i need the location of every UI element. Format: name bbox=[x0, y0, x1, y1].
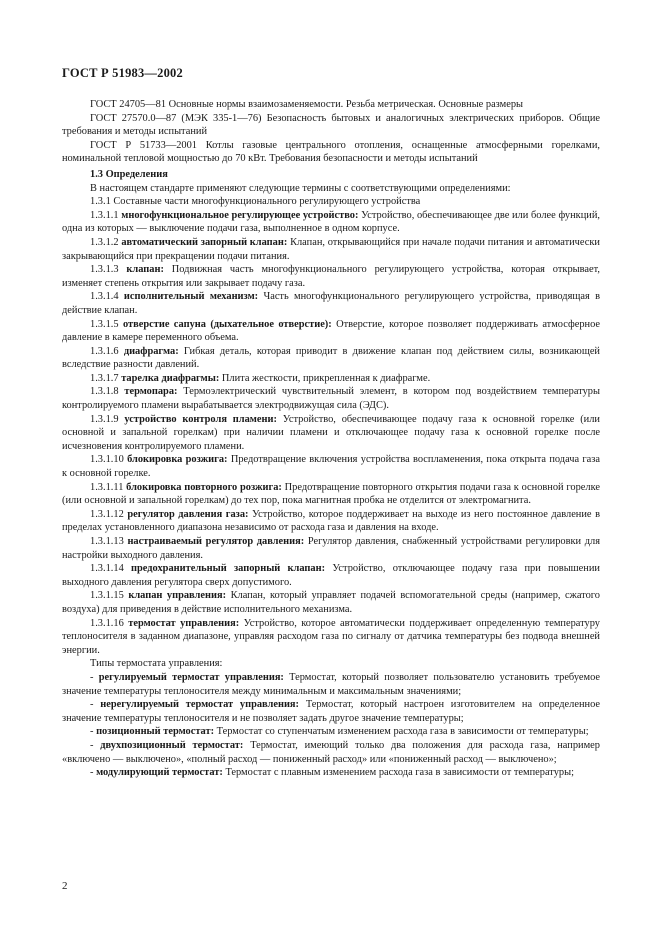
type-item: - двухпозиционный термостат: Термостат, имеющий только два положения для расхода газа, например «включено — выключено», «полный расход — пониженный расход» или «пониженный расход — выключено»; bbox=[62, 739, 600, 765]
term-definition: Предотвращение включения устройства воспламенения, пока открыта подача газа к основной горелке. bbox=[62, 454, 600, 480]
term-definition: Предотвращение повторного открытия подачи газа к основной горелке (или основной и запальной горелкам) до тех пор, пока магнитная пробка не отделится от электромагнита. bbox=[62, 481, 600, 507]
reference-item: ГОСТ Р 51733—2001 Котлы газовые центрального отопления, оснащенные атмосферными горелками, номинальной тепловой мощностью до 70 кВт. Требования безопасности и методы испытаний bbox=[62, 139, 600, 165]
term-number: 1.3.1.8 bbox=[90, 386, 119, 398]
term-name: тарелка диафрагмы: bbox=[121, 372, 220, 384]
term-definition: Устройство, обеспечивающее две или более функций, одна из которых — выключение подачи газа, выполненное в одном корпусе. bbox=[62, 209, 600, 235]
term-definition: Часть многофункционального регулирующего устройства, приводящая в действие клапан. bbox=[62, 291, 600, 316]
definition-item bbox=[62, 481, 600, 508]
type-item: - позиционный термостат: Термостат со ступенчатым изменением расхода газа в зависимости от температуры; bbox=[90, 726, 589, 738]
term-definition: Плита жесткости, прикрепленная к диафрагме. bbox=[221, 372, 431, 384]
type-definition: Термостат, который настроен изготовителем на определенное значение температуры теплоносителя и не позволяет задать другое значение температуры; bbox=[62, 699, 601, 724]
term-number: 1.3.1.10 bbox=[90, 454, 124, 466]
type-term: двухпозиционный термостат: bbox=[100, 739, 244, 751]
type-term: позиционный термостат: bbox=[96, 726, 215, 738]
page-number: 2 bbox=[62, 880, 68, 892]
term-name: исполнительный механизм: bbox=[123, 291, 259, 303]
term-name: клапан управления: bbox=[128, 590, 227, 602]
definition-item bbox=[62, 345, 600, 372]
type-term: модулирующий термостат: bbox=[96, 767, 223, 779]
type-item: - нерегулируемый термостат управления: Термостат, который настроен изготовителем на определенное значение температуры теплоносителя и не позволяет задать другое значение температуры; bbox=[62, 699, 601, 724]
term-number: 1.3.1.4 bbox=[90, 291, 119, 303]
term-name: отверстие сапуна (дыхательное отверстие): bbox=[122, 318, 332, 330]
term-definition: Устройство, которое поддерживает на выходе из него постоянное давление в пределах установленного диапазона независимо от расхода газа и давления на входе. bbox=[62, 508, 600, 534]
term-name: многофункциональное регулирующее устройство: bbox=[121, 209, 359, 221]
term-definition: Отверстие, которое позволяет поддерживать атмосферное давление в камере переменного объема. bbox=[62, 318, 601, 344]
term-definition: Подвижная часть многофункционального регулирующего устройства, которая открывает, изменяет степень открытия или закрывает подачу газа. bbox=[62, 264, 600, 289]
term-definition: Гибкая деталь, которая приводит в движение клапан под действием силы, возникающей вследствие разности давлений. bbox=[62, 345, 600, 371]
type-definition: Термостат, имеющий только два положения для расхода газа, например «включено — выключено», «полный расход — пониженный расход» или «пониженный расход — выключено»; bbox=[62, 739, 600, 765]
types-intro: Типы термостата управления: bbox=[90, 658, 223, 670]
type-definition: Термостат, который позволяет пользователю установить требуемое значение температуры теплоносителя между минимальным и максимальным значениями; bbox=[62, 671, 600, 697]
term-name: блокировка розжига: bbox=[127, 454, 228, 466]
term-number: 1.3.1.16 bbox=[90, 617, 124, 629]
term-number: 1.3.1.5 bbox=[90, 318, 119, 330]
definition-item bbox=[62, 209, 600, 236]
definition-item bbox=[62, 263, 600, 290]
term-name: блокировка повторного розжига: bbox=[126, 481, 282, 493]
term-name: термостат управления: bbox=[128, 617, 240, 629]
reference-item: ГОСТ 24705—81 Основные нормы взаимозаменяемости. Резьба метрическая. Основные размеры bbox=[90, 99, 524, 110]
definition-item bbox=[62, 453, 600, 480]
term-name: автоматический запорный клапан: bbox=[121, 236, 288, 248]
term-number: 1.3.1.11 bbox=[90, 481, 124, 493]
reference-item: ГОСТ 27570.0—87 (МЭК 335-1—76) Безопасность бытовых и аналогичных электрических приборов. Общие требования и методы испытаний bbox=[62, 112, 600, 138]
term-definition: Устройство, обеспечивающее подачу газа к основной горелке (или основной и запальной горелкам) при наличии пламени и отключающее подачу газа к основной горелке после исчезновения контролируемого пламени. bbox=[62, 413, 600, 452]
page-header: ГОСТ Р 51983—2002 bbox=[62, 66, 183, 80]
term-definition: Устройство, отключающее подачу газа при повышении выходного давления регулятора сверх допустимого. bbox=[62, 563, 600, 588]
type-definition: Термостат со ступенчатым изменением расхода газа в зависимости от температуры; bbox=[216, 726, 589, 738]
type-term: регулируемый термостат управления: bbox=[98, 671, 284, 683]
term-definition: Клапан, который управляет подачей вспомогательной среды (например, сжатого воздуха) для приведения в действие исполнительного механизма. bbox=[62, 590, 600, 615]
definition-item bbox=[62, 290, 600, 317]
type-item: - модулирующий термостат: Термостат с плавным изменением расхода газа в зависимости от температуры; bbox=[90, 767, 574, 779]
term-name: предохранительный запорный клапан: bbox=[131, 563, 326, 575]
definition-item bbox=[62, 385, 600, 412]
term-number: 1.3.1.3 bbox=[90, 264, 119, 276]
term-definition: Клапан, открывающийся при начале подачи питания и автоматически закрывающийся при прекращении подачи питания. bbox=[62, 236, 600, 262]
term-number: 1.3.1.1 bbox=[90, 209, 119, 221]
term-definition: Термоэлектрический чувствительный элемент, в котором под воздействием температуры контролируемого пламени вырабатывается электродвижущая сила (ЭДС). bbox=[62, 386, 600, 412]
definition-item bbox=[62, 617, 600, 658]
term-number: 1.3.1.15 bbox=[90, 590, 124, 602]
definition-item bbox=[62, 589, 600, 616]
definition-item bbox=[62, 508, 600, 535]
page-content bbox=[62, 98, 600, 780]
definition-item bbox=[62, 236, 600, 263]
term-number: 1.3.1.2 bbox=[90, 236, 119, 248]
definition-item bbox=[62, 535, 600, 562]
term-name: регулятор давления газа: bbox=[127, 508, 249, 520]
term-definition: Регулятор давления, снабженный устройствами регулировки для настройки выходного давления. bbox=[62, 536, 600, 561]
term-name: клапан: bbox=[126, 264, 164, 276]
type-definition: Термостат с плавным изменением расхода газа в зависимости от температуры; bbox=[225, 767, 574, 779]
definition-item bbox=[62, 372, 600, 386]
section-title: 1.3 Определения bbox=[90, 168, 168, 180]
term-number: 1.3.1.14 bbox=[90, 563, 124, 575]
term-number: 1.3.1.12 bbox=[90, 508, 124, 520]
term-number: 1.3.1.6 bbox=[90, 345, 119, 357]
subsection-heading: 1.3.1 Составные части многофункционального регулирующего устройства bbox=[90, 196, 421, 208]
term-name: диафрагма: bbox=[123, 345, 179, 357]
term-number: 1.3.1.7 bbox=[90, 372, 119, 384]
term-definition: Устройство, которое автоматически поддерживает определенную температуру теплоносителя в заданном диапазоне, управляя расходом газа по сигналу от датчика температуры без подвода внешней энергии. bbox=[62, 617, 600, 656]
definition-item bbox=[62, 562, 600, 589]
definition-item bbox=[62, 413, 600, 454]
section-intro: В настоящем стандарте применяют следующие термины с соответствующими определениями: bbox=[90, 182, 511, 194]
term-name: устройство контроля пламени: bbox=[124, 413, 277, 425]
term-name: термопара: bbox=[124, 386, 178, 398]
term-number: 1.3.1.13 bbox=[90, 536, 124, 547]
term-name: настраиваемый регулятор давления: bbox=[127, 536, 305, 547]
term-number: 1.3.1.9 bbox=[90, 413, 119, 425]
type-item: - регулируемый термостат управления: Термостат, который позволяет пользователю установить требуемое значение температуры теплоносителя между минимальным и максимальным значениями; bbox=[62, 671, 600, 697]
type-term: нерегулируемый термостат управления: bbox=[100, 699, 300, 711]
definition-item bbox=[62, 318, 600, 345]
